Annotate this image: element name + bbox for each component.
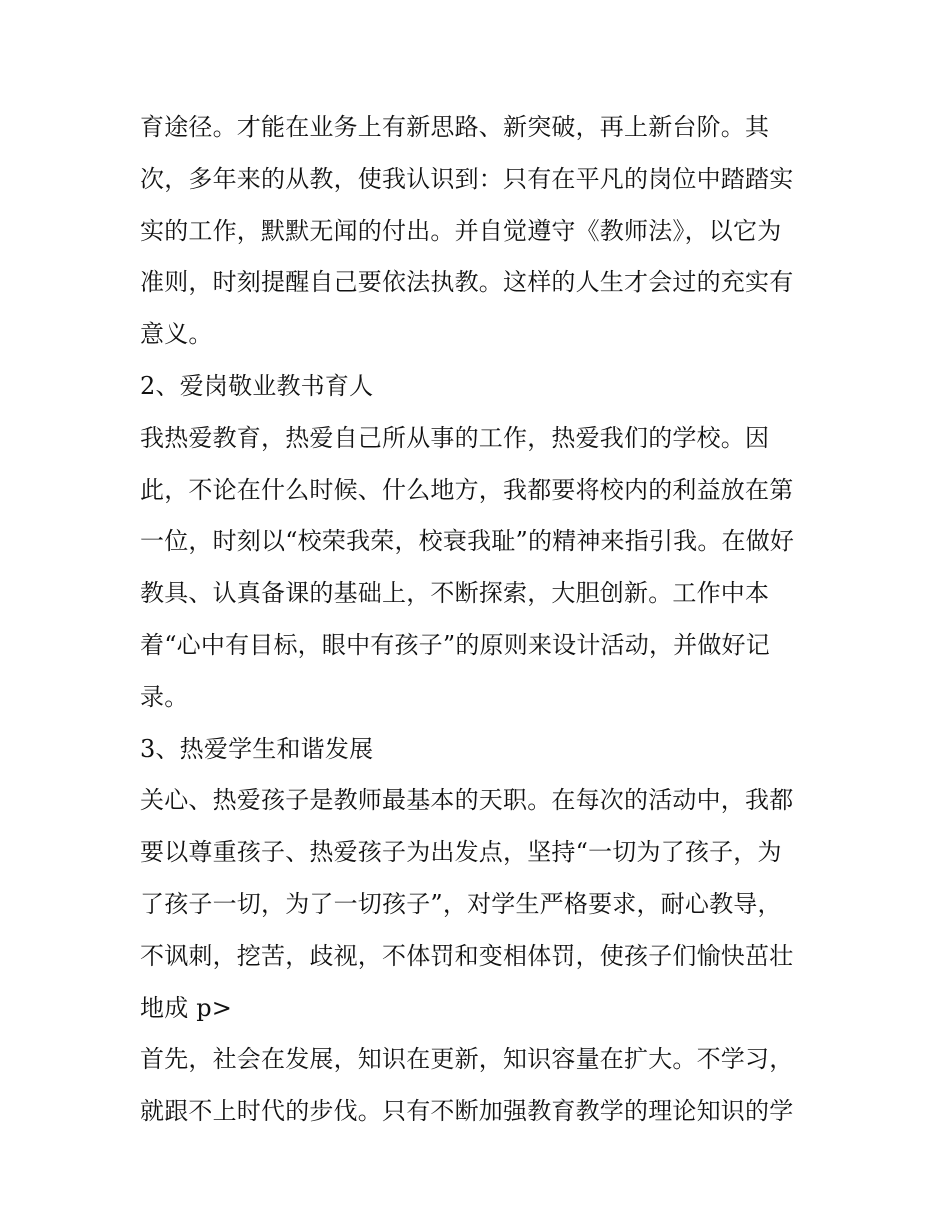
text-line: 次，多年来的从教，使我认识到：只有在平凡的岗位中踏踏实 — [140, 164, 794, 193]
text-line: 育途径。才能在业务上有新思路、新突破，再上新台阶。其 — [140, 113, 770, 141]
text-line: 我热爱教育，热爱自己所从事的工作，热爱我们的学校。因 — [140, 423, 770, 452]
text-line: 要以尊重孩子、热爱孩子为出发点，坚持“一切为了孩子，为 — [140, 838, 782, 867]
text-line: 录。 — [140, 682, 189, 711]
text-line: 意义。 — [140, 320, 213, 349]
section-heading: 3、热爱学生和谐发展 — [140, 734, 374, 763]
text-line: 教具、认真备课的基础上，不断探索，大胆创新。工作中本 — [140, 579, 770, 608]
section-heading: 2、爱岗敬业教书育人 — [140, 371, 374, 400]
document-body — [140, 102, 820, 1138]
text-line: 关心、热爱孩子是教师最基本的天职。在每次的活动中，我都 — [140, 786, 794, 815]
text-line: 准则，时刻提醒自己要依法执教。这样的人生才会过的充实有 — [140, 268, 794, 297]
text-line: 首先，社会在发展，知识在更新，知识容量在扩大。不学习， — [140, 1045, 794, 1074]
text-line: 着“心中有目标，眼中有孩子”的原则来设计活动，并做好记 — [140, 630, 770, 659]
text-line: 就跟不上时代的步伐。只有不断加强教育教学的理论知识的学 — [140, 1097, 794, 1126]
text-line: 了孩子一切，为了一切孩子”，对学生严格要求，耐心教导， — [140, 889, 782, 918]
text-line: 此，不论在什么时候、什么地方，我都要将校内的利益放在第 — [140, 475, 794, 504]
text-line: 地成 p> — [140, 993, 233, 1022]
text-line: 一位，时刻以“校荣我荣，校衰我耻”的精神来指引我。在做好 — [140, 527, 795, 556]
text-line: 不讽刺，挖苦，歧视，不体罚和变相体罚，使孩子们愉快茁壮 — [140, 941, 794, 970]
text-line: 实的工作，默默无闻的付出。并自觉遵守《教师法》，以它为 — [140, 216, 782, 245]
